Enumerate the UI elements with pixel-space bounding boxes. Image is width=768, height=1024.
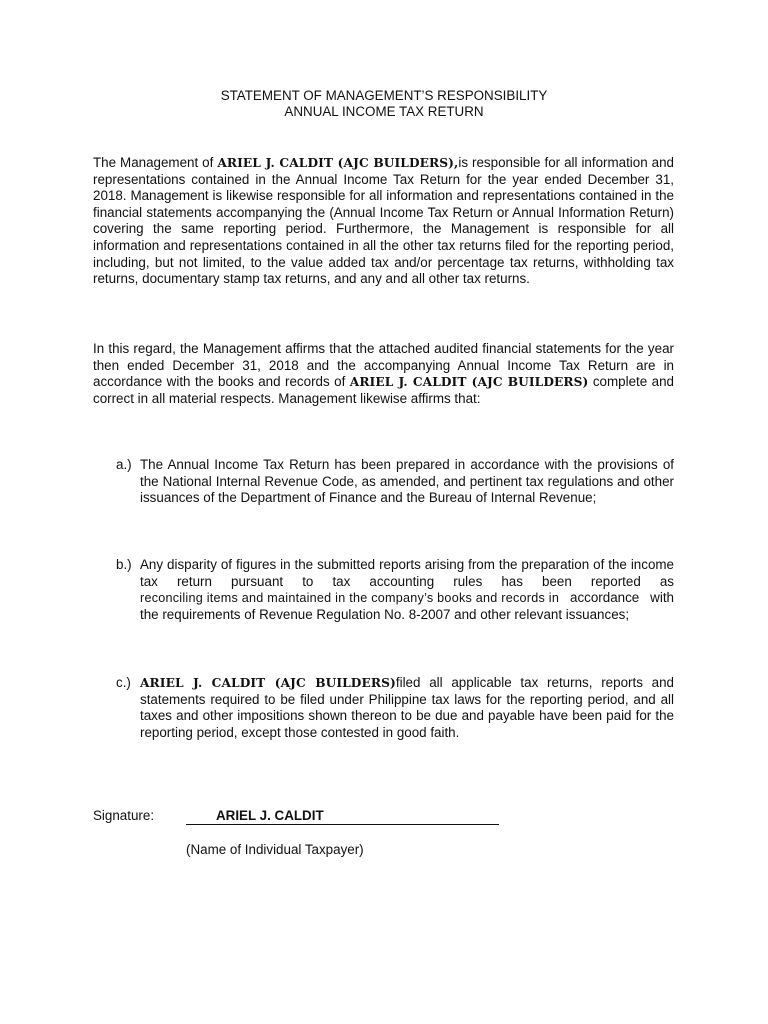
company-name: ARIEL J. CALDIT (AJC BUILDERS) [140,676,396,690]
signatory-name: ARIEL J. CALDIT [216,808,324,823]
company-name: ARIEL J. CALDIT (AJC BUILDERS) [349,375,589,390]
list-marker: c.) [116,675,131,690]
list-item-text [140,557,674,623]
company-name: ARIEL J. CALDIT (AJC BUILDERS), [217,156,459,170]
paragraph1-body: is responsible for all information and representations contained in the Annual Income Tax Return for the year ended December 31, 2018. Management is likewise responsible for all information and representations contained in the financial statements accompanying the (Annual Income Tax Return or Annual Information Return) covering the same reporting period. Furthermore, the Management is responsible for all information and representations contained in all the other tax returns filed for the reporting period, including, but not limited, to the value added tax and/or percentage tax returns, withholding tax returns, documentary stamp tax returns, and any and all other tax returns. [93,155,674,287]
list-marker: b.) [116,557,132,572]
list-item-c [116,675,674,741]
document-title [0,88,768,120]
signature-caption: (Name of Individual Taxpayer) [186,842,364,857]
list-item-b-text-1: Any disparity of figures in the submitted reports arising from the preparation of the income tax return pursuant to tax accounting rules has been reported as [140,557,674,589]
title-line-2: ANNUAL INCOME TAX RETURN [284,104,484,119]
list-marker: a.) [116,457,132,472]
title-line-1: STATEMENT OF MANAGEMENT’S RESPONSIBILITY [220,88,548,103]
paragraph-management-responsibility [93,155,674,288]
signature-line [186,808,499,825]
list-item-text [140,675,674,741]
paragraph2-body: complete and correct in all material respects. Management likewise affirms that: [93,374,674,406]
list-item-b-text-2: reconciling items and maintained in the company’s books and records in [140,591,560,606]
paragraph-affirmation [93,341,674,407]
paragraph1-lead: The Management of [93,155,218,170]
signature-row [93,808,493,828]
signature-label: Signature: [93,808,155,823]
list-item-b [116,557,674,623]
paragraph2-lead: In this regard, the Management affirms that the attached audited financial statements for the year then ended December 31, 2018 and the accompanying Annual Income Tax Return are in accordance with the books and records of [93,341,674,390]
list-item-text: The Annual Income Tax Return has been prepared in accordance with the provisions of the National Internal Revenue Code, as amended, and pertinent tax regulations and other issuances of the Department of Finance and the Bureau of Internal Revenue; [140,457,674,506]
list-item-c-text: filed all applicable tax returns, reports and statements required to be filed under Philippine tax laws for the reporting period, and all taxes and other impositions shown thereon to be due and payable have been paid for the reporting period, except those contested in good faith. [140,675,675,740]
list-item-a [116,457,674,507]
list-item-b-text-3: accordance with the requirements of Revenue Regulation No. 8-2007 and other relevant issuances; [140,590,674,622]
